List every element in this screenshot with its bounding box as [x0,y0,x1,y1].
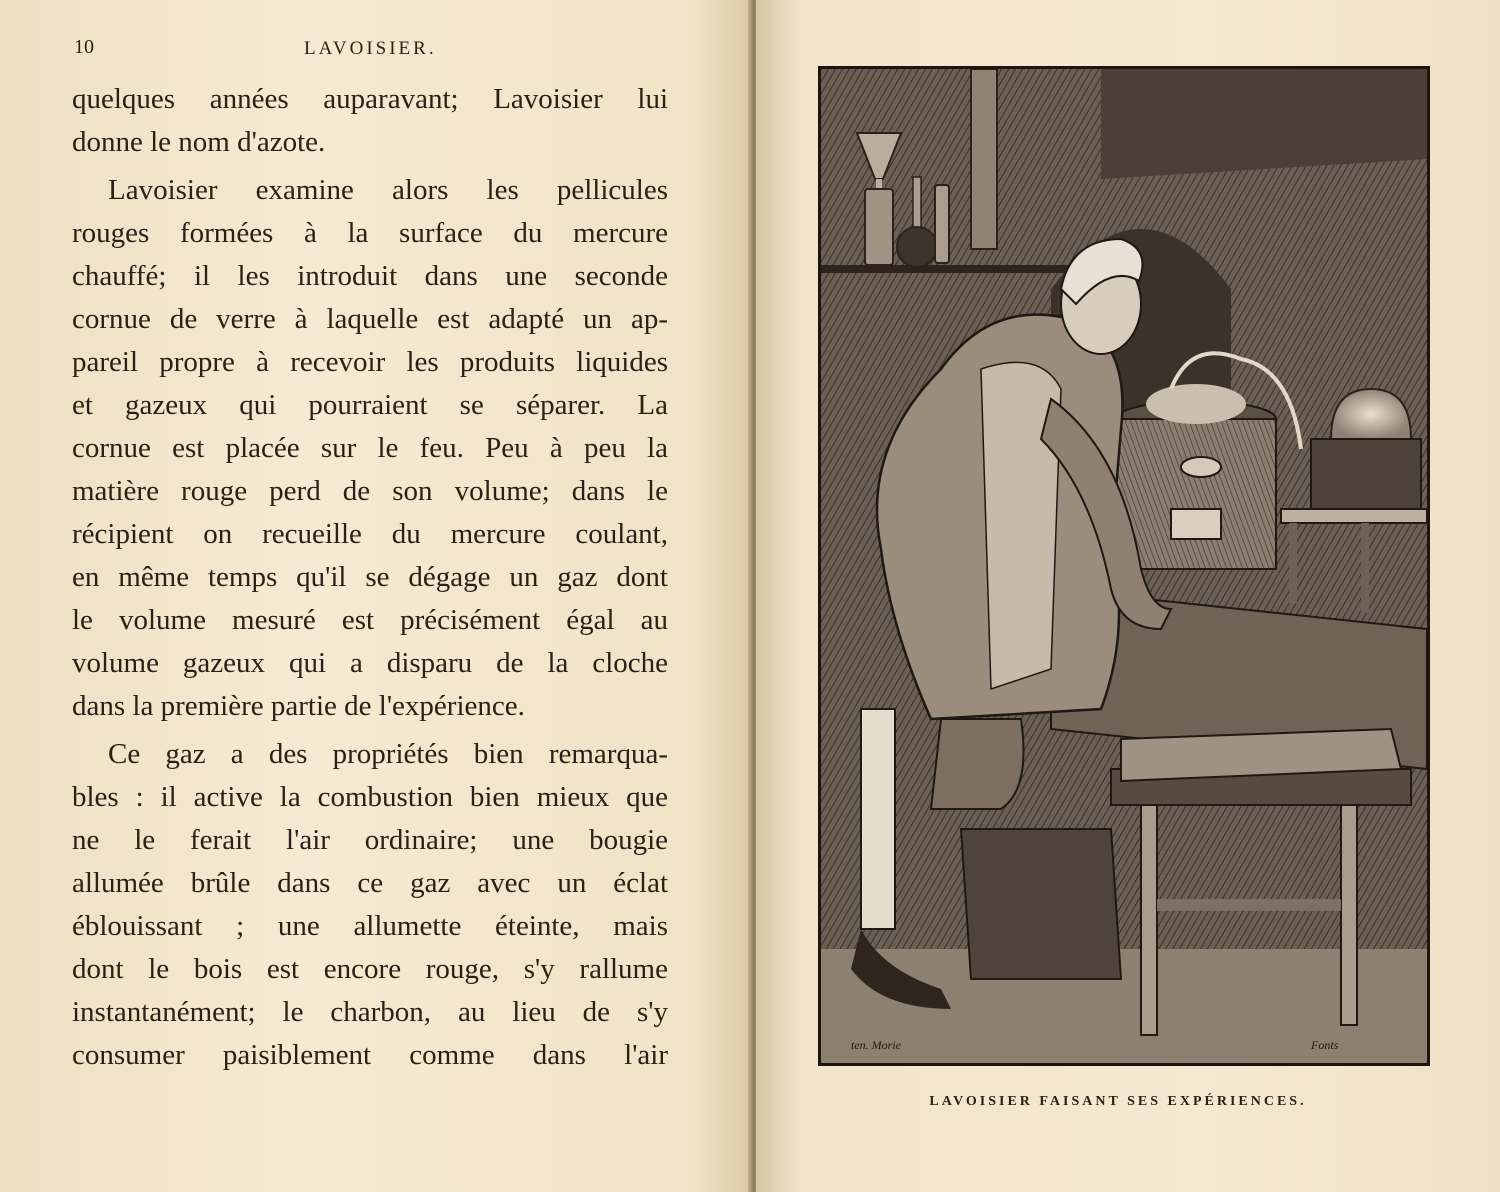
text-line: chauffé; il les introduit dans une seconde [72,260,668,292]
text-line: dont le bois est encore rouge, s'y rallume [72,953,668,985]
page-number: 10 [74,36,94,58]
text-line: Ce gaz a des propriétés bien remarqua- [108,738,668,770]
text-line: le volume mesuré est précisément égal au [72,604,668,636]
engraving-illustration [818,66,1430,1066]
svg-text:Fonts: Fonts [1311,1038,1339,1052]
text-line: dans la première partie de l'expérience. [72,690,525,722]
text-line: matière rouge perd de son volume; dans le [72,475,668,507]
text-line: et gazeux qui pourraient se séparer. La [72,389,668,421]
text-line: rouges formées à la surface du mercure [72,217,668,249]
text-line: instantanément; le charbon, au lieu de s'y [72,996,668,1028]
text-line: allumée brûle dans ce gaz avec un éclat [72,867,668,899]
running-head [74,34,674,64]
engraving-image [821,69,1427,1063]
text-line: donne le nom d'azote. [72,126,326,158]
text-line: volume gazeux qui a disparu de la cloche [72,647,668,679]
svg-text:ten. Morie: ten. Morie [851,1038,901,1052]
text-line: éblouissant ; une allumette éteinte, mais [72,910,668,942]
text-line: en même temps qu'il se dégage un gaz dont [72,561,668,593]
text-line: quelques années auparavant; Lavoisier lui [72,83,668,115]
text-line: cornue de verre à laquelle est adapté un ap- [72,303,668,335]
text-line: récipient on recueille du mercure coulant, [72,518,668,550]
text-line: ne le ferait l'air ordinaire; une bougie [72,824,668,856]
text-line: cornue est placée sur le feu. Peu à peu la [72,432,668,464]
illustration-caption: LAVOISIER FAISANT SES EXPÉRIENCES. [929,1094,1307,1109]
body-text [72,78,668,1077]
text-line: consumer paisiblement comme dans l'air [72,1039,668,1071]
text-line: bles : il active la combustion bien mieux que [72,781,668,813]
text-line: pareil propre à recevoir les produits liquides [72,346,668,378]
text-line: Lavoisier examine alors les pellicules [108,174,668,206]
running-head-title: LAVOISIER. [304,38,437,59]
